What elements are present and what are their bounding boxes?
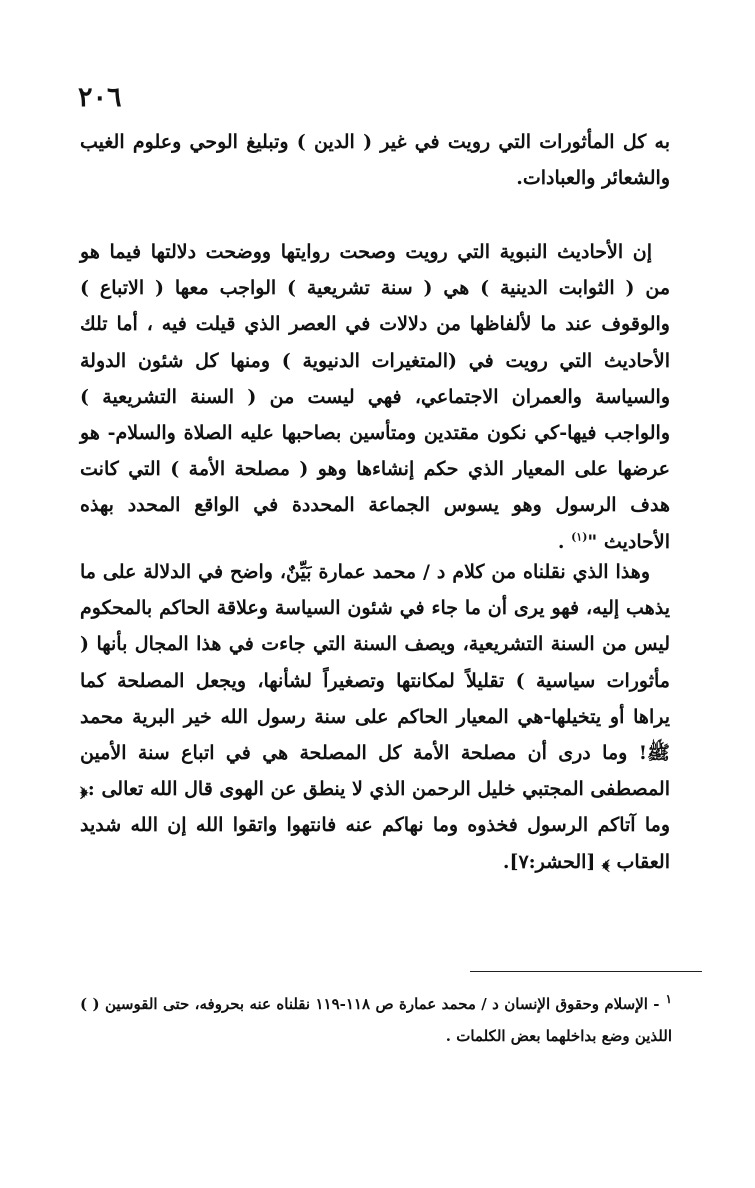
page-number: ٢٠٦	[78, 82, 122, 113]
paragraph-3: وهذا الذي نقلناه من كلام د / محمد عمارة بَيِّنٌ، واضح في الدلالة على ما يذهب إليه، فهو يرى أن ما جاء في شئون السياسة وعلاقة الحاكم بالمحكوم ليس من السنة التشريعية، ويصف السنة التي جاءت في هذا المجال بأنها ( مأثورات سياسية ) تقليلاً لمكانتها وتصغيراً لشأنها، ويجعل المصلحة كما يراها أو يتخيلها-هي المعيار الحاكم على سنة رسول الله خير البرية محمد ﷺ! وما درى أن مصلحة الأمة كل المصلحة هي في اتباع سنة الأمين المصطفى المجتبي خليل الرحمن الذي لا ينطق عن الهوى قال الله تعالى :﴿ وما آتاكم الرسول فخذوه وما نهاكم عنه فانتهوا واتقوا الله إن الله شديد العقاب ﴾ [الحشر:٧].	[80, 561, 670, 873]
footnote-mark: ١	[665, 992, 672, 1006]
paragraph-1: به كل المأثورات التي رويت في غير ( الدين ) وتبليغ الوحي وعلوم الغيب والشعائر والعبادات.	[80, 131, 670, 190]
paragraph-2	[80, 234, 670, 560]
paragraph-2-end: .	[557, 530, 572, 553]
footnote-reference: (١)	[571, 530, 588, 544]
footnote-text: - الإسلام وحقوق الإنسان د / محمد عمارة ص ١١٨-١١٩ نقلناه عنه بحروفه، حتى القوسين ( ) اللذين وضع بداخلهما بعض الكلمات .	[80, 995, 672, 1045]
footnote	[80, 988, 672, 1052]
footnote-divider	[470, 971, 702, 972]
paragraph-2-text: إن الأحاديث النبوية التي رويت وصحت روايتها ووضحت دلالتها فيما هو من ( الثوابت الدينية ) هي ( سنة تشريعية ) الواجب معها ( الاتباع ) والوقوف عند ما لألفاظها من دلالات في العصر الذي قيلت فيه ، أما تلك الأحاديث التي رويت في (المتغيرات الدنيوية ) ومنها كل شئون الدولة والسياسة والعمران الاجتماعي، فهي ليست من ( السنة التشريعية ) والواجب فيها-كي نكون مقتدين ومتأسين بصاحبها عليه الصلاة والسلام- هو عرضها على المعيار الذي حكم إنشاءها وهو ( مصلحة الأمة ) التي كانت هدف الرسول وهو يسوس الجماعة المحددة في الواقع المحدد بهذه الأحاديث "	[80, 241, 670, 553]
